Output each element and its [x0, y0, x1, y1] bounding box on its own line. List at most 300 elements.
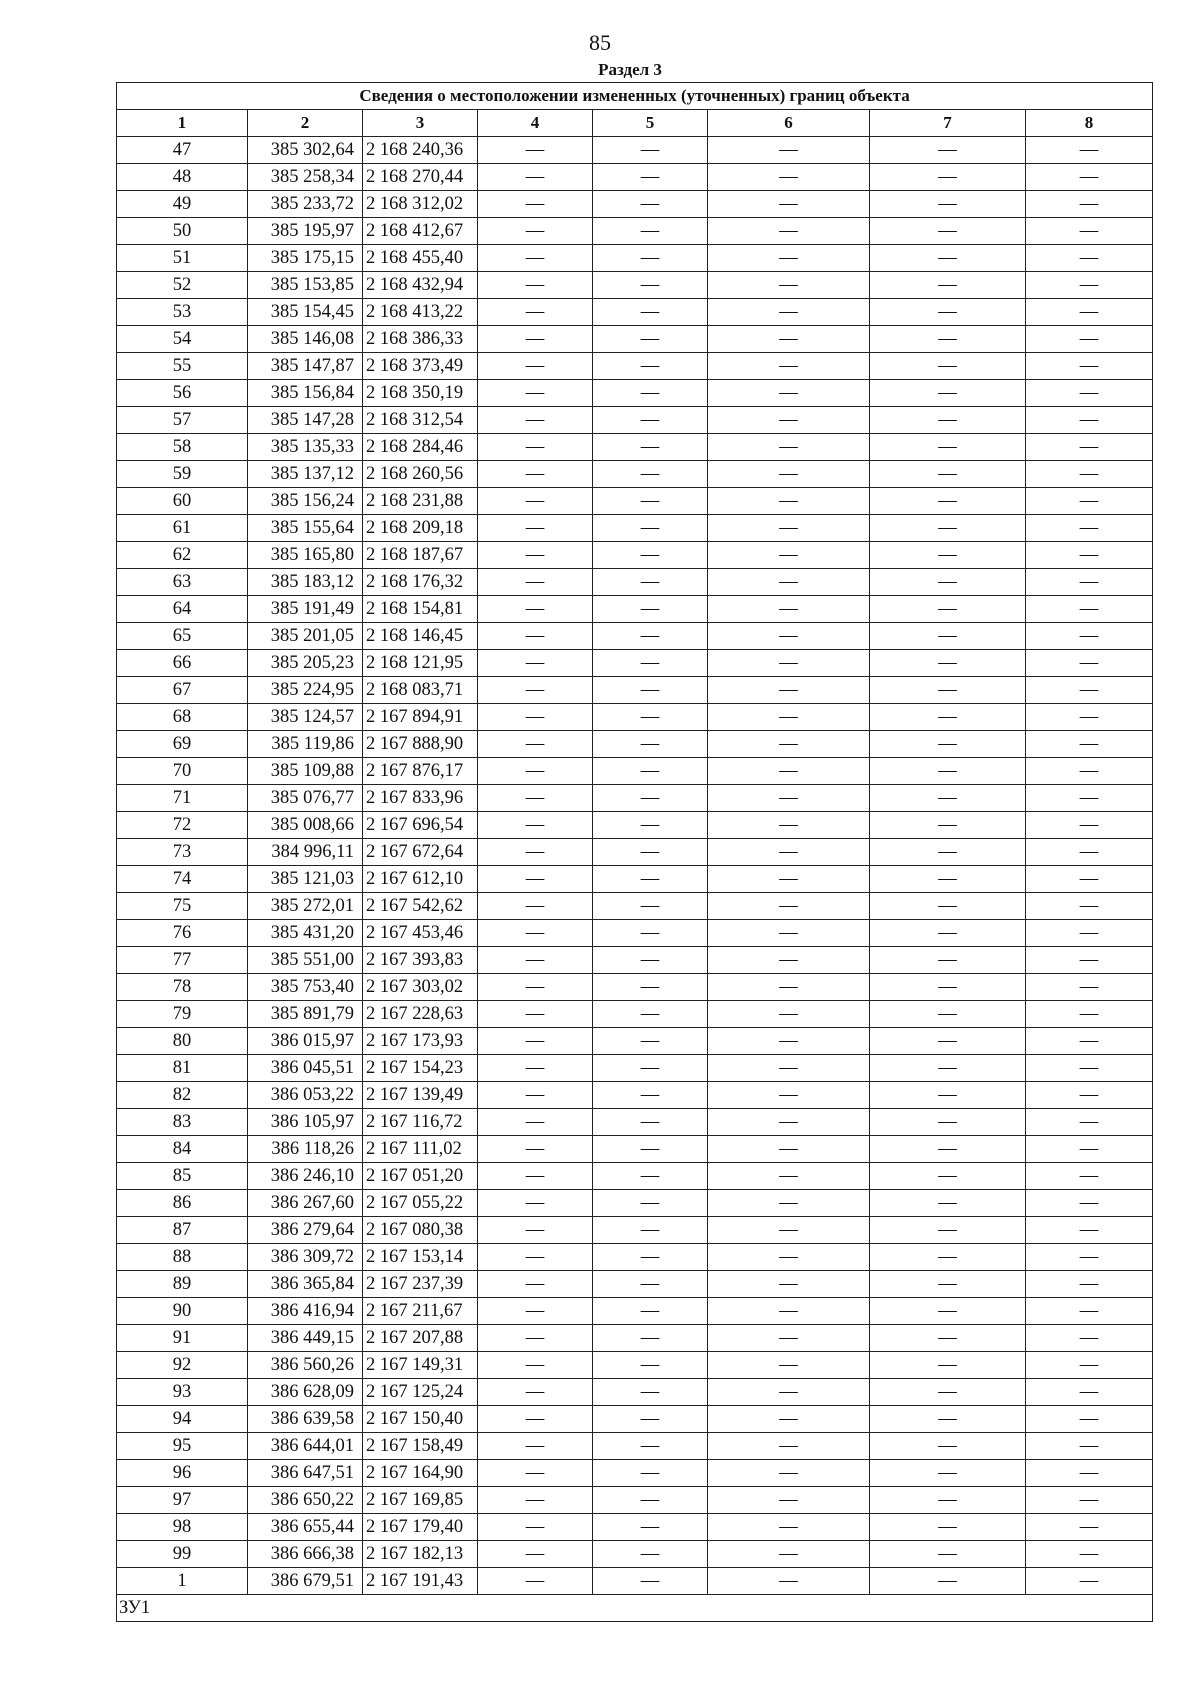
x-coordinate-cell: 385 233,72: [248, 191, 363, 218]
boundary-coordinates-table: [116, 82, 1153, 1622]
empty-cell: —: [1026, 353, 1153, 380]
point-number-cell: 57: [117, 407, 248, 434]
y-coordinate-cell: 2 168 412,67: [363, 218, 478, 245]
y-coordinate-cell: 2 167 150,40: [363, 1406, 478, 1433]
empty-cell: —: [478, 542, 593, 569]
empty-cell: —: [478, 1163, 593, 1190]
empty-cell: —: [708, 299, 870, 326]
empty-cell: —: [870, 839, 1026, 866]
empty-cell: —: [593, 434, 708, 461]
empty-cell: —: [708, 1541, 870, 1568]
table-row: [117, 1244, 1153, 1271]
y-coordinate-cell: 2 168 231,88: [363, 488, 478, 515]
point-number-cell: 72: [117, 812, 248, 839]
empty-cell: —: [1026, 569, 1153, 596]
y-coordinate-cell: 2 167 182,13: [363, 1541, 478, 1568]
point-number-cell: 68: [117, 704, 248, 731]
empty-cell: —: [708, 407, 870, 434]
y-coordinate-cell: 2 167 876,17: [363, 758, 478, 785]
column-number-1: 1: [117, 110, 248, 137]
x-coordinate-cell: 386 416,94: [248, 1298, 363, 1325]
empty-cell: —: [478, 1082, 593, 1109]
point-number-cell: 50: [117, 218, 248, 245]
table-row: [117, 1028, 1153, 1055]
empty-cell: —: [478, 1406, 593, 1433]
empty-cell: —: [593, 920, 708, 947]
y-coordinate-cell: 2 167 164,90: [363, 1460, 478, 1487]
point-number-cell: 99: [117, 1541, 248, 1568]
point-number-cell: 63: [117, 569, 248, 596]
empty-cell: —: [593, 785, 708, 812]
empty-cell: —: [478, 704, 593, 731]
empty-cell: —: [870, 1325, 1026, 1352]
x-coordinate-cell: 386 309,72: [248, 1244, 363, 1271]
x-coordinate-cell: 386 560,26: [248, 1352, 363, 1379]
empty-cell: —: [478, 785, 593, 812]
empty-cell: —: [708, 974, 870, 1001]
empty-cell: —: [1026, 1190, 1153, 1217]
empty-cell: —: [1026, 407, 1153, 434]
x-coordinate-cell: 386 045,51: [248, 1055, 363, 1082]
empty-cell: —: [708, 1055, 870, 1082]
y-coordinate-cell: 2 167 169,85: [363, 1487, 478, 1514]
x-coordinate-cell: 385 302,64: [248, 137, 363, 164]
empty-cell: —: [870, 1406, 1026, 1433]
empty-cell: —: [870, 299, 1026, 326]
y-coordinate-cell: 2 167 191,43: [363, 1568, 478, 1595]
y-coordinate-cell: 2 167 894,91: [363, 704, 478, 731]
point-number-cell: 96: [117, 1460, 248, 1487]
x-coordinate-cell: 386 246,10: [248, 1163, 363, 1190]
empty-cell: —: [708, 1271, 870, 1298]
point-number-cell: 79: [117, 1001, 248, 1028]
empty-cell: —: [478, 164, 593, 191]
x-coordinate-cell: 385 155,64: [248, 515, 363, 542]
empty-cell: —: [1026, 893, 1153, 920]
empty-cell: —: [593, 893, 708, 920]
empty-cell: —: [478, 137, 593, 164]
table-row: [117, 893, 1153, 920]
table-row: [117, 434, 1153, 461]
empty-cell: —: [1026, 731, 1153, 758]
x-coordinate-cell: 386 118,26: [248, 1136, 363, 1163]
point-number-cell: 78: [117, 974, 248, 1001]
empty-cell: —: [593, 623, 708, 650]
empty-cell: —: [593, 1244, 708, 1271]
point-number-cell: 49: [117, 191, 248, 218]
empty-cell: —: [708, 488, 870, 515]
table-row: [117, 1001, 1153, 1028]
y-coordinate-cell: 2 167 207,88: [363, 1325, 478, 1352]
empty-cell: —: [593, 704, 708, 731]
empty-cell: —: [870, 1298, 1026, 1325]
y-coordinate-cell: 2 168 350,19: [363, 380, 478, 407]
empty-cell: —: [478, 1379, 593, 1406]
empty-cell: —: [708, 461, 870, 488]
empty-cell: —: [593, 353, 708, 380]
table-row: [117, 461, 1153, 488]
empty-cell: —: [870, 920, 1026, 947]
x-coordinate-cell: 385 153,85: [248, 272, 363, 299]
empty-cell: —: [478, 1190, 593, 1217]
empty-cell: —: [870, 326, 1026, 353]
point-number-cell: 83: [117, 1109, 248, 1136]
empty-cell: —: [1026, 974, 1153, 1001]
empty-cell: —: [478, 893, 593, 920]
column-number-5: 5: [593, 110, 708, 137]
empty-cell: —: [708, 353, 870, 380]
empty-cell: —: [1026, 623, 1153, 650]
empty-cell: —: [1026, 1406, 1153, 1433]
empty-cell: —: [593, 1082, 708, 1109]
empty-cell: —: [870, 893, 1026, 920]
x-coordinate-cell: 386 666,38: [248, 1541, 363, 1568]
y-coordinate-cell: 2 167 228,63: [363, 1001, 478, 1028]
y-coordinate-cell: 2 167 139,49: [363, 1082, 478, 1109]
table-row: [117, 1487, 1153, 1514]
y-coordinate-cell: 2 167 393,83: [363, 947, 478, 974]
point-number-cell: 84: [117, 1136, 248, 1163]
x-coordinate-cell: 386 279,64: [248, 1217, 363, 1244]
point-number-cell: 52: [117, 272, 248, 299]
column-number-6: 6: [708, 110, 870, 137]
empty-cell: —: [1026, 245, 1153, 272]
x-coordinate-cell: 386 449,15: [248, 1325, 363, 1352]
empty-cell: —: [593, 1406, 708, 1433]
empty-cell: —: [593, 542, 708, 569]
empty-cell: —: [478, 866, 593, 893]
point-number-cell: 55: [117, 353, 248, 380]
empty-cell: —: [870, 812, 1026, 839]
point-number-cell: 80: [117, 1028, 248, 1055]
empty-cell: —: [1026, 1514, 1153, 1541]
empty-cell: —: [1026, 866, 1153, 893]
empty-cell: —: [593, 1055, 708, 1082]
empty-cell: —: [478, 1298, 593, 1325]
y-coordinate-cell: 2 167 125,24: [363, 1379, 478, 1406]
table-row: [117, 758, 1153, 785]
empty-cell: —: [593, 407, 708, 434]
point-number-cell: 69: [117, 731, 248, 758]
empty-cell: —: [870, 1109, 1026, 1136]
x-coordinate-cell: 385 137,12: [248, 461, 363, 488]
empty-cell: —: [1026, 1109, 1153, 1136]
empty-cell: —: [870, 1433, 1026, 1460]
table-caption-row: [117, 83, 1153, 110]
point-number-cell: 87: [117, 1217, 248, 1244]
x-coordinate-cell: 385 195,97: [248, 218, 363, 245]
empty-cell: —: [870, 650, 1026, 677]
empty-cell: —: [870, 758, 1026, 785]
x-coordinate-cell: 385 551,00: [248, 947, 363, 974]
empty-cell: —: [870, 1082, 1026, 1109]
empty-cell: —: [593, 839, 708, 866]
empty-cell: —: [478, 1325, 593, 1352]
empty-cell: —: [478, 407, 593, 434]
empty-cell: —: [708, 1136, 870, 1163]
empty-cell: —: [1026, 218, 1153, 245]
table-row: [117, 1514, 1153, 1541]
empty-cell: —: [593, 677, 708, 704]
empty-cell: —: [870, 1136, 1026, 1163]
empty-cell: —: [870, 1001, 1026, 1028]
empty-cell: —: [870, 353, 1026, 380]
empty-cell: —: [593, 650, 708, 677]
empty-cell: —: [1026, 704, 1153, 731]
empty-cell: —: [708, 1001, 870, 1028]
table-row: [117, 704, 1153, 731]
y-coordinate-cell: 2 167 173,93: [363, 1028, 478, 1055]
column-number-8: 8: [1026, 110, 1153, 137]
empty-cell: —: [870, 1568, 1026, 1595]
empty-cell: —: [593, 569, 708, 596]
empty-cell: —: [870, 407, 1026, 434]
empty-cell: —: [1026, 677, 1153, 704]
empty-cell: —: [478, 1568, 593, 1595]
x-coordinate-cell: 385 165,80: [248, 542, 363, 569]
empty-cell: —: [1026, 1379, 1153, 1406]
x-coordinate-cell: 385 753,40: [248, 974, 363, 1001]
empty-cell: —: [708, 1217, 870, 1244]
empty-cell: —: [1026, 1568, 1153, 1595]
empty-cell: —: [1026, 1433, 1153, 1460]
empty-cell: —: [478, 1217, 593, 1244]
y-coordinate-cell: 2 168 455,40: [363, 245, 478, 272]
x-coordinate-cell: 386 639,58: [248, 1406, 363, 1433]
empty-cell: —: [593, 731, 708, 758]
x-coordinate-cell: 386 365,84: [248, 1271, 363, 1298]
point-number-cell: 53: [117, 299, 248, 326]
empty-cell: —: [870, 947, 1026, 974]
empty-cell: —: [708, 326, 870, 353]
empty-cell: —: [593, 1298, 708, 1325]
empty-cell: —: [478, 326, 593, 353]
y-coordinate-cell: 2 168 432,94: [363, 272, 478, 299]
empty-cell: —: [478, 812, 593, 839]
empty-cell: —: [870, 380, 1026, 407]
empty-cell: —: [478, 1109, 593, 1136]
y-coordinate-cell: 2 167 303,02: [363, 974, 478, 1001]
empty-cell: —: [708, 542, 870, 569]
empty-cell: —: [478, 1136, 593, 1163]
x-coordinate-cell: 385 109,88: [248, 758, 363, 785]
y-coordinate-cell: 2 168 121,95: [363, 650, 478, 677]
table-row: [117, 569, 1153, 596]
x-coordinate-cell: 385 121,03: [248, 866, 363, 893]
table-row: [117, 1055, 1153, 1082]
x-coordinate-cell: 386 053,22: [248, 1082, 363, 1109]
point-number-cell: 47: [117, 137, 248, 164]
page-number: 85: [589, 30, 611, 55]
point-number-cell: 74: [117, 866, 248, 893]
empty-cell: —: [1026, 1298, 1153, 1325]
point-number-cell: 60: [117, 488, 248, 515]
empty-cell: —: [708, 245, 870, 272]
x-coordinate-cell: 384 996,11: [248, 839, 363, 866]
empty-cell: —: [708, 1325, 870, 1352]
point-number-cell: 64: [117, 596, 248, 623]
empty-cell: —: [1026, 596, 1153, 623]
empty-cell: —: [870, 488, 1026, 515]
x-coordinate-cell: 386 650,22: [248, 1487, 363, 1514]
empty-cell: —: [708, 839, 870, 866]
x-coordinate-cell: 385 183,12: [248, 569, 363, 596]
empty-cell: —: [593, 299, 708, 326]
table-row: [117, 866, 1153, 893]
empty-cell: —: [708, 1568, 870, 1595]
empty-cell: —: [1026, 1136, 1153, 1163]
table-row: [117, 515, 1153, 542]
empty-cell: —: [593, 137, 708, 164]
empty-cell: —: [593, 1352, 708, 1379]
table-row: [117, 353, 1153, 380]
empty-cell: —: [870, 1352, 1026, 1379]
y-coordinate-cell: 2 168 240,36: [363, 137, 478, 164]
table-row: [117, 1163, 1153, 1190]
y-coordinate-cell: 2 168 284,46: [363, 434, 478, 461]
table-row: [117, 1271, 1153, 1298]
empty-cell: —: [870, 137, 1026, 164]
empty-cell: —: [593, 1109, 708, 1136]
point-number-cell: 76: [117, 920, 248, 947]
empty-cell: —: [1026, 1244, 1153, 1271]
point-number-cell: 82: [117, 1082, 248, 1109]
empty-cell: —: [1026, 488, 1153, 515]
y-coordinate-cell: 2 167 696,54: [363, 812, 478, 839]
point-number-cell: 92: [117, 1352, 248, 1379]
empty-cell: —: [593, 1217, 708, 1244]
empty-cell: —: [708, 920, 870, 947]
empty-cell: —: [593, 1379, 708, 1406]
x-coordinate-cell: 385 119,86: [248, 731, 363, 758]
point-number-cell: 94: [117, 1406, 248, 1433]
empty-cell: —: [870, 1190, 1026, 1217]
table-row: [117, 1352, 1153, 1379]
empty-cell: —: [870, 704, 1026, 731]
empty-cell: —: [1026, 1217, 1153, 1244]
table-row: [117, 488, 1153, 515]
table-row: [117, 623, 1153, 650]
empty-cell: —: [478, 1001, 593, 1028]
empty-cell: —: [708, 758, 870, 785]
empty-cell: —: [870, 1244, 1026, 1271]
y-coordinate-cell: 2 167 051,20: [363, 1163, 478, 1190]
empty-cell: —: [593, 1568, 708, 1595]
x-coordinate-cell: 385 146,08: [248, 326, 363, 353]
empty-cell: —: [478, 623, 593, 650]
table-row: [117, 272, 1153, 299]
column-number-2: 2: [248, 110, 363, 137]
empty-cell: —: [593, 1541, 708, 1568]
point-number-cell: 86: [117, 1190, 248, 1217]
empty-cell: —: [478, 731, 593, 758]
empty-cell: —: [708, 434, 870, 461]
empty-cell: —: [593, 1190, 708, 1217]
empty-cell: —: [870, 164, 1026, 191]
empty-cell: —: [870, 1163, 1026, 1190]
table-row: [117, 164, 1153, 191]
y-coordinate-cell: 2 167 116,72: [363, 1109, 478, 1136]
table-row: [117, 1082, 1153, 1109]
point-number-cell: 81: [117, 1055, 248, 1082]
land-plot-label: ЗУ1: [117, 1595, 1153, 1622]
table-row: [117, 1568, 1153, 1595]
point-number-cell: 51: [117, 245, 248, 272]
empty-cell: —: [478, 1055, 593, 1082]
empty-cell: —: [870, 785, 1026, 812]
point-number-cell: 71: [117, 785, 248, 812]
table-row: [117, 812, 1153, 839]
y-coordinate-cell: 2 168 373,49: [363, 353, 478, 380]
x-coordinate-cell: 386 647,51: [248, 1460, 363, 1487]
y-coordinate-cell: 2 167 158,49: [363, 1433, 478, 1460]
column-number-7: 7: [870, 110, 1026, 137]
empty-cell: —: [870, 1487, 1026, 1514]
empty-cell: —: [708, 947, 870, 974]
empty-cell: —: [478, 596, 593, 623]
y-coordinate-cell: 2 167 542,62: [363, 893, 478, 920]
empty-cell: —: [708, 785, 870, 812]
y-coordinate-cell: 2 167 833,96: [363, 785, 478, 812]
empty-cell: —: [593, 1136, 708, 1163]
empty-cell: —: [1026, 1028, 1153, 1055]
x-coordinate-cell: 385 124,57: [248, 704, 363, 731]
empty-cell: —: [870, 272, 1026, 299]
empty-cell: —: [593, 326, 708, 353]
y-coordinate-cell: 2 168 187,67: [363, 542, 478, 569]
empty-cell: —: [1026, 1055, 1153, 1082]
empty-cell: —: [708, 596, 870, 623]
empty-cell: —: [478, 434, 593, 461]
point-number-cell: 62: [117, 542, 248, 569]
empty-cell: —: [708, 272, 870, 299]
empty-cell: —: [478, 650, 593, 677]
empty-cell: —: [478, 1460, 593, 1487]
empty-cell: —: [708, 137, 870, 164]
x-coordinate-cell: 385 272,01: [248, 893, 363, 920]
empty-cell: —: [1026, 920, 1153, 947]
empty-cell: —: [478, 191, 593, 218]
empty-cell: —: [478, 1028, 593, 1055]
empty-cell: —: [593, 164, 708, 191]
empty-cell: —: [708, 623, 870, 650]
empty-cell: —: [708, 515, 870, 542]
empty-cell: —: [593, 515, 708, 542]
empty-cell: —: [1026, 785, 1153, 812]
point-number-cell: 90: [117, 1298, 248, 1325]
y-coordinate-cell: 2 168 083,71: [363, 677, 478, 704]
empty-cell: —: [478, 677, 593, 704]
empty-cell: —: [593, 974, 708, 1001]
y-coordinate-cell: 2 167 453,46: [363, 920, 478, 947]
table-body: [117, 83, 1153, 1622]
point-number-cell: 65: [117, 623, 248, 650]
point-number-cell: 1: [117, 1568, 248, 1595]
y-coordinate-cell: 2 168 154,81: [363, 596, 478, 623]
empty-cell: —: [708, 1082, 870, 1109]
table-row: [117, 191, 1153, 218]
empty-cell: —: [478, 1487, 593, 1514]
empty-cell: —: [593, 758, 708, 785]
empty-cell: —: [478, 569, 593, 596]
empty-cell: —: [870, 245, 1026, 272]
empty-cell: —: [708, 650, 870, 677]
empty-cell: —: [593, 218, 708, 245]
empty-cell: —: [478, 974, 593, 1001]
x-coordinate-cell: 385 154,45: [248, 299, 363, 326]
empty-cell: —: [478, 1244, 593, 1271]
empty-cell: —: [593, 272, 708, 299]
